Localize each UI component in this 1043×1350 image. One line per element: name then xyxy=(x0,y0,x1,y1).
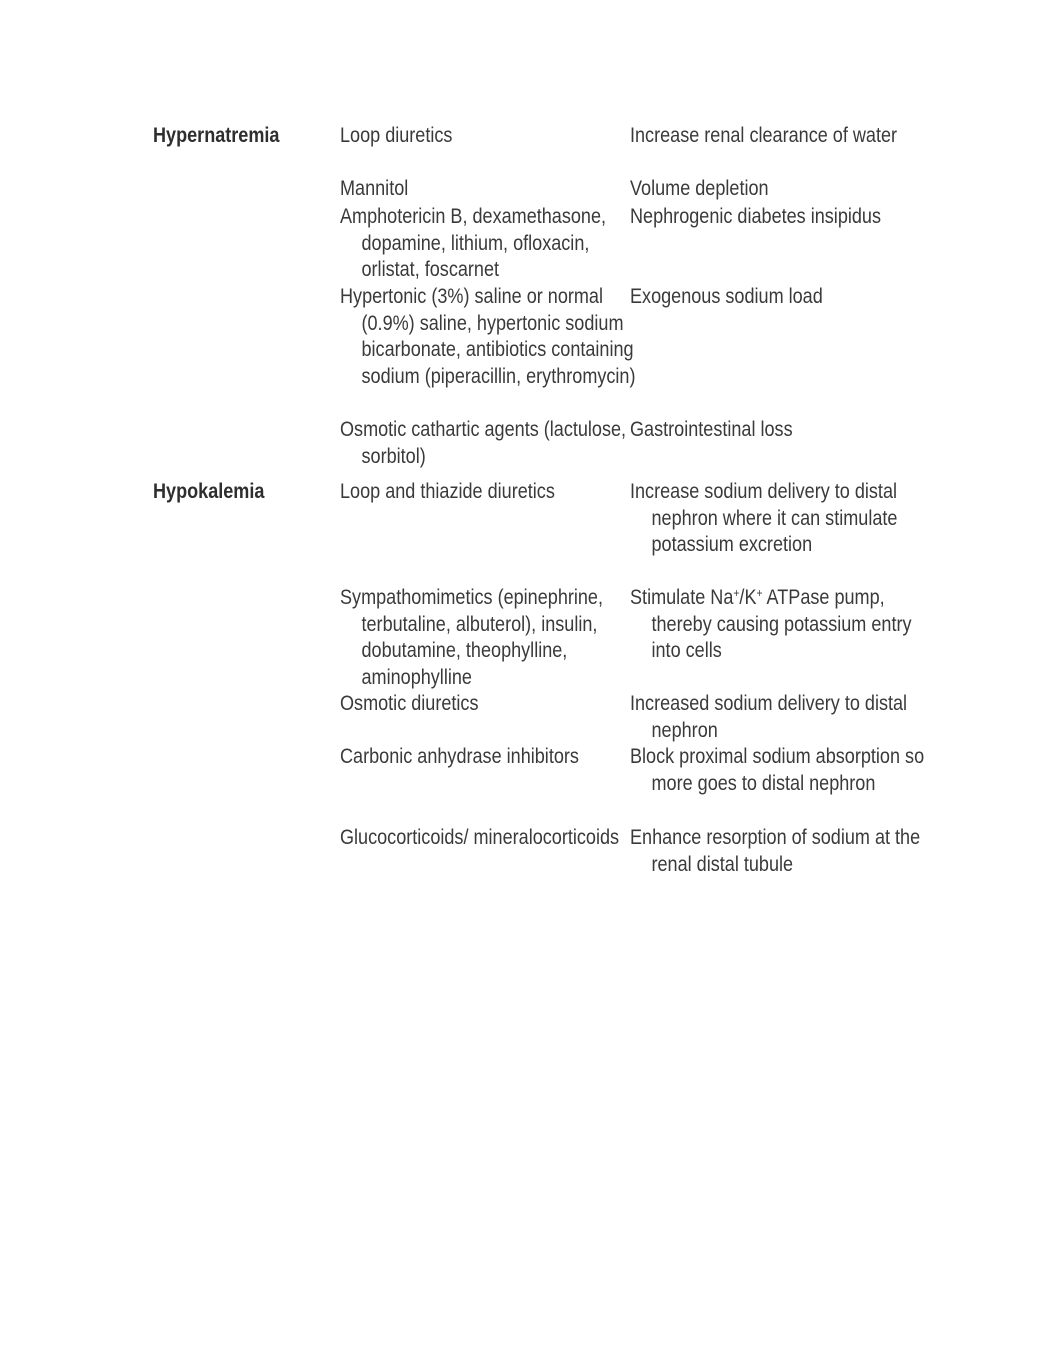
effect-cell: Increased sodium delivery to distal nephron xyxy=(630,692,908,742)
effect-cell xyxy=(630,585,927,665)
effect-cell: Volume depletion xyxy=(630,177,769,200)
group-label: Hypernatremia xyxy=(153,124,280,147)
superscript-plus: + xyxy=(733,586,740,600)
drug-cell: Amphotericin B, dexamethasone, dopamine, lithium, ofloxacin, orlistat, foscarnet xyxy=(340,205,607,281)
drug-cell: Mannitol xyxy=(340,177,409,200)
effect-cell: Increase sodium delivery to distal nephron where it can stimulate potassium excretion xyxy=(630,480,898,556)
effect-text: /K xyxy=(739,586,757,609)
effect-cell: Nephrogenic diabetes insipidus xyxy=(630,205,881,228)
effect-cell: Exogenous sodium load xyxy=(630,285,823,308)
drug-cell: Glucocorticoids/ mineralocorticoids xyxy=(340,826,620,849)
drug-cell: Osmotic cathartic agents (lactulose, sorbitol) xyxy=(340,418,627,468)
effect-text: Stimulate Na xyxy=(630,586,734,609)
effect-text: ATPase pump, thereby causing potassium entry into cells xyxy=(651,586,912,662)
drug-cell: Loop diuretics xyxy=(340,124,453,147)
group-label: Hypokalemia xyxy=(153,480,265,503)
effect-cell: Block proximal sodium absorption so more goes to distal nephron xyxy=(630,745,925,795)
effect-cell: Gastrointestinal loss xyxy=(630,418,793,441)
drug-cell: Loop and thiazide diuretics xyxy=(340,480,555,503)
drug-cell: Hypertonic (3%) saline or normal (0.9%) saline, hypertonic sodium bicarbonate, antibiotics containing sodium (piperacillin, erythromycin) xyxy=(340,285,636,388)
drug-cell: Carbonic anhydrase inhibitors xyxy=(340,745,579,768)
effect-cell: Increase renal clearance of water xyxy=(630,124,898,147)
effect-cell: Enhance resorption of sodium at the renal distal tubule xyxy=(630,826,921,876)
drug-cell: Sympathomimetics (epinephrine, terbutaline, albuterol), insulin, dobutamine, theophylline, aminophylline xyxy=(340,586,603,689)
superscript-plus: + xyxy=(756,586,763,600)
drug-cell: Osmotic diuretics xyxy=(340,692,479,715)
